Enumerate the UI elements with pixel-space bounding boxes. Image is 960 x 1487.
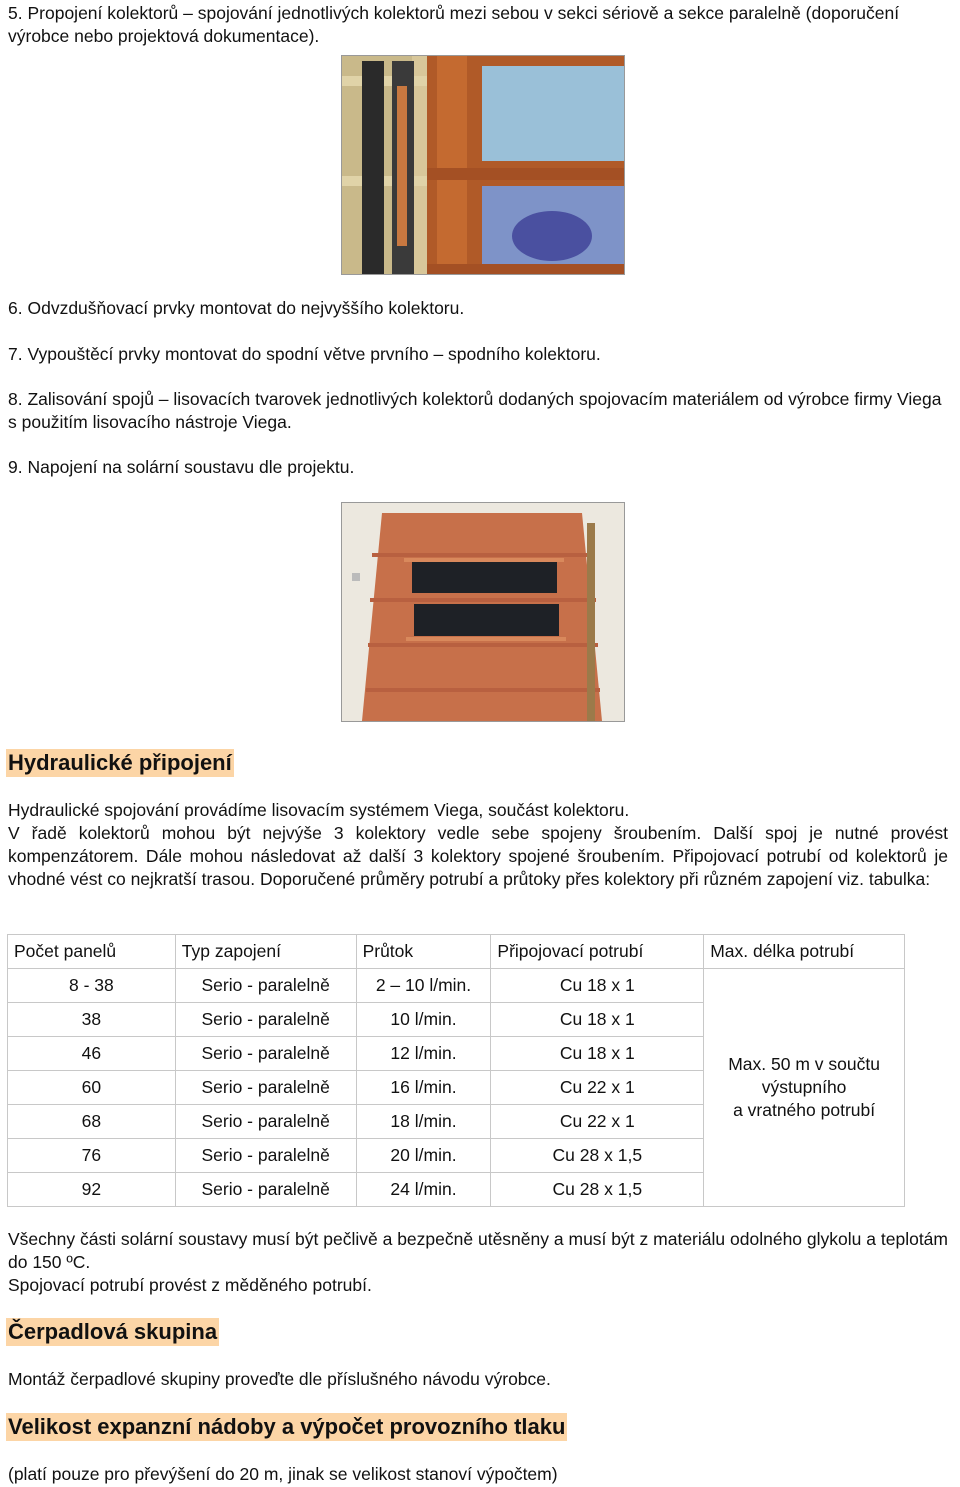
- table-cell: 24 l/min.: [356, 1173, 491, 1207]
- table-cell: 92: [8, 1173, 176, 1207]
- hydraulic-heading: Hydraulické připojení: [8, 750, 232, 775]
- section-pump: [6, 1318, 219, 1346]
- table-cell: Cu 28 x 1,5: [491, 1173, 704, 1207]
- item-number: 6.: [8, 298, 23, 318]
- table-cell: Serio - paralelně: [175, 969, 356, 1003]
- list-item-7: [8, 343, 948, 366]
- seal-para-2: Spojovací potrubí provést z měděného potrubí.: [8, 1275, 372, 1295]
- max-length-line: Max. 50 m v součtu: [728, 1054, 880, 1074]
- item-number: 9.: [8, 457, 23, 477]
- column-header: Max. délka potrubí: [704, 935, 905, 969]
- max-length-cell: [704, 969, 905, 1207]
- item-text: Vypouštěcí prvky montovat do spodní větve prvního – spodního kolektoru.: [27, 344, 601, 364]
- expansion-heading: Velikost expanzní nádoby a výpočet provozního tlaku: [8, 1414, 566, 1439]
- table-cell: Serio - paralelně: [175, 1173, 356, 1207]
- table-cell: Cu 22 x 1: [491, 1071, 704, 1105]
- item-text: Zalisování spojů – lisovacích tvarovek jednotlivých kolektorů dodaných spojovacím materiálem od výrobce firmy Viega s použitím lisovacího nástroje Viega.: [8, 389, 942, 432]
- list-item-8: [8, 388, 948, 434]
- section-expansion: [6, 1413, 567, 1441]
- list-item-9: [8, 456, 948, 479]
- item-number: 8.: [8, 389, 23, 409]
- table-cell: 10 l/min.: [356, 1003, 491, 1037]
- pipe-spec-table: [7, 934, 905, 1207]
- roof-collectors-image: [342, 503, 624, 721]
- table-cell: 76: [8, 1139, 176, 1173]
- expansion-text: (platí pouze pro převýšení do 20 m, jinak se velikost stanoví výpočtem): [8, 1464, 558, 1484]
- photo-roof-collectors: [341, 502, 625, 722]
- table-cell: Cu 28 x 1,5: [491, 1139, 704, 1173]
- table-cell: 60: [8, 1071, 176, 1105]
- table-cell: Serio - paralelně: [175, 1003, 356, 1037]
- column-header: Počet panelů: [8, 935, 176, 969]
- max-length-line: výstupního: [761, 1077, 847, 1097]
- collector-connection-image: [342, 56, 624, 274]
- table-row: [8, 969, 905, 1003]
- photo-collector-connection: [341, 55, 625, 275]
- table-cell: Serio - paralelně: [175, 1139, 356, 1173]
- list-item-5: [8, 2, 948, 48]
- pump-heading: Čerpadlová skupina: [8, 1319, 218, 1344]
- table-cell: Cu 18 x 1: [491, 1037, 704, 1071]
- seal-para-1: Všechny části solární soustavy musí být pečlivě a bezpečně utěsněny a musí být z materiálu odolného glykolu a teplotám do 150 ºC.: [8, 1229, 948, 1272]
- item-number: 5.: [8, 3, 23, 23]
- pump-text: Montáž čerpadlové skupiny proveďte dle příslušného návodu výrobce.: [8, 1369, 551, 1389]
- section-hydraulic: [6, 749, 234, 777]
- table-cell: 18 l/min.: [356, 1105, 491, 1139]
- hydraulic-para-1: Hydraulické spojování provádíme lisovacím systémem Viega, součást kolektoru.: [8, 800, 630, 820]
- table-cell: 2 – 10 l/min.: [356, 969, 491, 1003]
- table-cell: 38: [8, 1003, 176, 1037]
- item-text: Odvzdušňovací prvky montovat do nejvyššího kolektoru.: [27, 298, 465, 318]
- column-header: Typ zapojení: [175, 935, 356, 969]
- table-cell: Cu 18 x 1: [491, 1003, 704, 1037]
- item-text: Propojení kolektorů – spojování jednotlivých kolektorů mezi sebou v sekci sériově a sekce paralelně (doporučení výrobce nebo projektová dokumentace).: [8, 3, 900, 46]
- column-header: Průtok: [356, 935, 491, 969]
- table-cell: Cu 22 x 1: [491, 1105, 704, 1139]
- table-cell: Serio - paralelně: [175, 1037, 356, 1071]
- table-cell: Cu 18 x 1: [491, 969, 704, 1003]
- column-header: Připojovací potrubí: [491, 935, 704, 969]
- table-cell: 46: [8, 1037, 176, 1071]
- table-cell: 20 l/min.: [356, 1139, 491, 1173]
- table-cell: 16 l/min.: [356, 1071, 491, 1105]
- table-cell: Serio - paralelně: [175, 1105, 356, 1139]
- item-text: Napojení na solární soustavu dle projektu.: [27, 457, 355, 477]
- table-cell: 68: [8, 1105, 176, 1139]
- list-item-6: [8, 297, 948, 320]
- table-cell: Serio - paralelně: [175, 1071, 356, 1105]
- hydraulic-para-2: V řadě kolektorů mohou být nejvýše 3 kolektory vedle sebe spojeny šroubením. Další spoj je nutné provést kompenzátorem. Dále mohou následovat až další 3 kolektory spojené šroubením. Připojovací potrubí od kolektorů je vhodné vést co nejkratší trasou. Doporučené průměry potrubí a průtoky přes kolektory při různém zapojení viz. tabulka:: [8, 823, 948, 889]
- max-length-line: a vratného potrubí: [733, 1100, 876, 1120]
- item-number: 7.: [8, 344, 23, 364]
- table-header-row: [8, 935, 905, 969]
- table-cell: 12 l/min.: [356, 1037, 491, 1071]
- table-cell: 8 - 38: [8, 969, 176, 1003]
